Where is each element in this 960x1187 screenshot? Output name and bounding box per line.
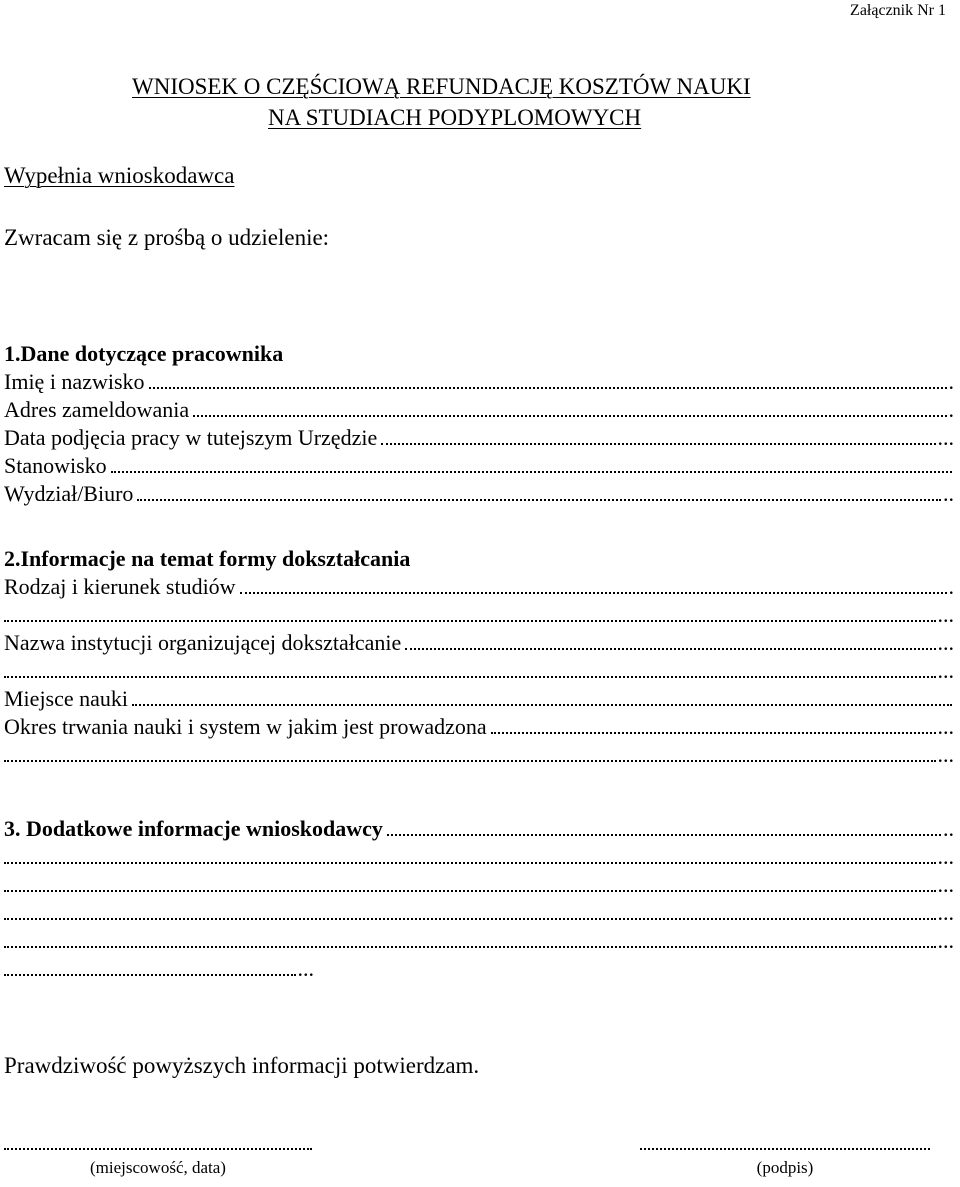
field-full-name[interactable]: Imię i nazwisko . (4, 369, 954, 394)
additional-info-line[interactable]: ... (4, 955, 314, 983)
field-position[interactable] (4, 452, 954, 480)
field-label: Wydział/Biuro (4, 481, 134, 506)
field-label: Stanowisko (4, 453, 107, 478)
field-label: Imię i nazwisko (4, 369, 145, 394)
field-label: Nazwa instytucji organizującej dokształcanie (4, 630, 402, 655)
signature-label: (podpis) (756, 1158, 814, 1177)
field-study-duration-continued[interactable]: ... (4, 741, 954, 769)
field-label: Miejsce nauki (4, 686, 129, 711)
request-text: Zwracam się z prośbą o udzielenie: (4, 225, 330, 250)
place-date-field[interactable] (4, 1140, 312, 1178)
form-title-line2: NA STUDIACH PODYPLOMOWYCH (268, 105, 642, 130)
field-study-duration[interactable]: Okres trwania nauki i system w jakim jest prowadzona ... (4, 714, 954, 739)
additional-info-line[interactable]: ... (4, 927, 954, 955)
field-label: Data podjęcia pracy w tutejszym Urzędzie (4, 425, 378, 450)
annex-label: Załącznik Nr 1 (850, 2, 946, 19)
field-label: Okres trwania nauki i system w jakim jest prowadzona (4, 714, 487, 739)
additional-info-line[interactable]: ... (4, 871, 954, 899)
field-institution-name[interactable]: Nazwa instytucji organizującej dokształcanie ... (4, 630, 954, 655)
section-3-title: 3. Dodatkowe informacje wnioskodawcy .. (4, 816, 954, 841)
field-study-place[interactable] (4, 685, 954, 713)
section-education-info (4, 545, 954, 769)
filled-by-note: Wypełnia wnioskodawca (4, 163, 235, 188)
field-department[interactable]: Wydział/Biuro .. (4, 481, 954, 506)
field-address[interactable]: Adres zameldowania . (4, 397, 954, 422)
field-employment-date[interactable]: Data podjęcia pracy w tutejszym Urzędzie ... (4, 425, 954, 450)
additional-info-line[interactable]: ... (4, 843, 954, 871)
signature-field[interactable] (640, 1140, 930, 1178)
section-1-title: 1.Dane dotyczące pracownika (4, 341, 284, 366)
section-employee-data (4, 340, 954, 508)
field-institution-name-continued[interactable]: ... (4, 657, 954, 685)
additional-info-line[interactable]: ... (4, 899, 954, 927)
confirmation-text: Prawdziwość powyższych informacji potwierdzam. (4, 1053, 480, 1078)
field-study-type[interactable]: Rodzaj i kierunek studiów . (4, 574, 954, 599)
field-study-type-continued[interactable]: ... (4, 601, 954, 629)
place-date-label: (miejscowość, data) (90, 1158, 226, 1177)
field-label: Adres zameldowania (4, 397, 190, 422)
section-additional-info (4, 815, 954, 983)
form-title-line1: WNIOSEK O CZĘŚCIOWĄ REFUNDACJĘ KOSZTÓW NAUKI (132, 74, 751, 99)
field-label: Rodzaj i kierunek studiów (4, 574, 236, 599)
section-2-title: 2.Informacje na temat formy dokształcania (4, 546, 411, 571)
